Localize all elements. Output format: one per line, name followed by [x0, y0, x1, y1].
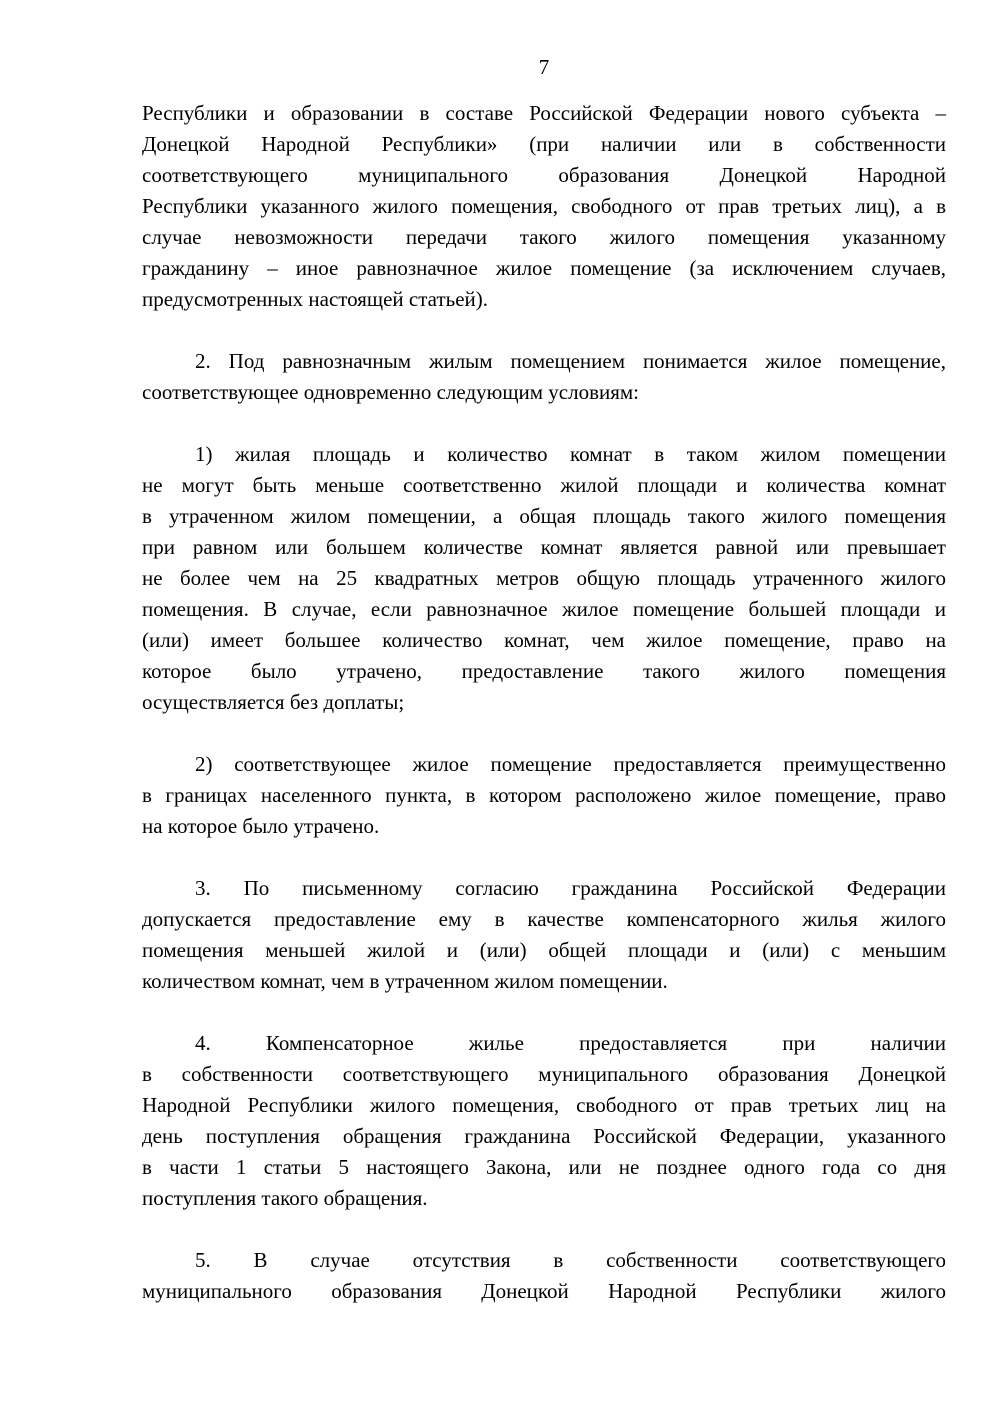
text-line: 5. В случае отсутствия в собственности соответствующего	[195, 1248, 946, 1272]
text-line: которое было утрачено, предоставление такого жилого помещения	[142, 659, 946, 683]
text-line: осуществляется без доплаты;	[142, 690, 405, 714]
text-line: допускается предоставление ему в качестве компенсаторного жилья жилого	[142, 907, 946, 931]
text-line: помещения меньшей жилой и (или) общей площади и (или) с меньшим	[142, 938, 946, 962]
text-line: (или) имеет большее количество комнат, чем жилое помещение, право на	[142, 628, 946, 652]
paragraph	[142, 749, 946, 842]
text-line: в границах населенного пункта, в котором расположено жилое помещение, право	[142, 783, 946, 807]
text-line: случае невозможности передачи такого жилого помещения указанному	[142, 225, 946, 249]
text-line: помещения. В случае, если равнозначное жилое помещение большей площади и	[142, 597, 946, 621]
text-line: Донецкой Народной Республики» (при наличии или в собственности	[142, 132, 946, 156]
text-line: при равном или большем количестве комнат является равной или превышает	[142, 535, 946, 559]
text-line: 4. Компенсаторное жилье предоставляется при наличии	[195, 1031, 946, 1055]
document-body	[142, 98, 946, 1307]
text-line: гражданину – иное равнозначное жилое помещение (за исключением случаев,	[142, 256, 946, 280]
text-line: Республики указанного жилого помещения, свободного от прав третьих лиц), а в	[142, 194, 946, 218]
text-line: в собственности соответствующего муниципального образования Донецкой	[142, 1062, 946, 1086]
text-line: 2. Под равнозначным жилым помещением понимается жилое помещение,	[195, 349, 946, 373]
text-line: день поступления обращения гражданина Российской Федерации, указанного	[142, 1124, 946, 1148]
page-number: 7	[538, 55, 550, 79]
text-line: количеством комнат, чем в утраченном жилом помещении.	[142, 969, 668, 993]
text-line: поступления такого обращения.	[142, 1186, 428, 1210]
text-line: в части 1 статьи 5 настоящего Закона, или не позднее одного года со дня	[142, 1155, 946, 1179]
text-line: не более чем на 25 квадратных метров общую площадь утраченного жилого	[142, 566, 946, 590]
text-line: 2) соответствующее жилое помещение предоставляется преимущественно	[195, 752, 946, 776]
text-line: предусмотренных настоящей статьей).	[142, 287, 488, 311]
text-line: соответствующего муниципального образования Донецкой Народной	[142, 163, 946, 187]
text-line: 3. По письменному согласию гражданина Российской Федерации	[195, 876, 946, 900]
paragraph	[142, 439, 946, 718]
text-line: соответствующее одновременно следующим условиям:	[142, 380, 640, 404]
paragraph	[142, 1245, 946, 1307]
text-line: не могут быть меньше соответственно жилой площади и количества комнат	[142, 473, 946, 497]
text-line: Народной Республики жилого помещения, свободного от прав третьих лиц на	[142, 1093, 946, 1117]
paragraph	[142, 98, 946, 315]
text-line: на которое было утрачено.	[142, 814, 380, 838]
text-line: в утраченном жилом помещении, а общая площадь такого жилого помещения	[142, 504, 946, 528]
paragraph	[142, 346, 946, 408]
text-line: 1) жилая площадь и количество комнат в таком жилом помещении	[195, 442, 946, 466]
text-line: муниципального образования Донецкой Народной Республики жилого	[142, 1279, 946, 1303]
paragraph	[142, 1028, 946, 1214]
paragraph	[142, 873, 946, 997]
text-line: Республики и образовании в составе Российской Федерации нового субъекта –	[142, 101, 946, 125]
